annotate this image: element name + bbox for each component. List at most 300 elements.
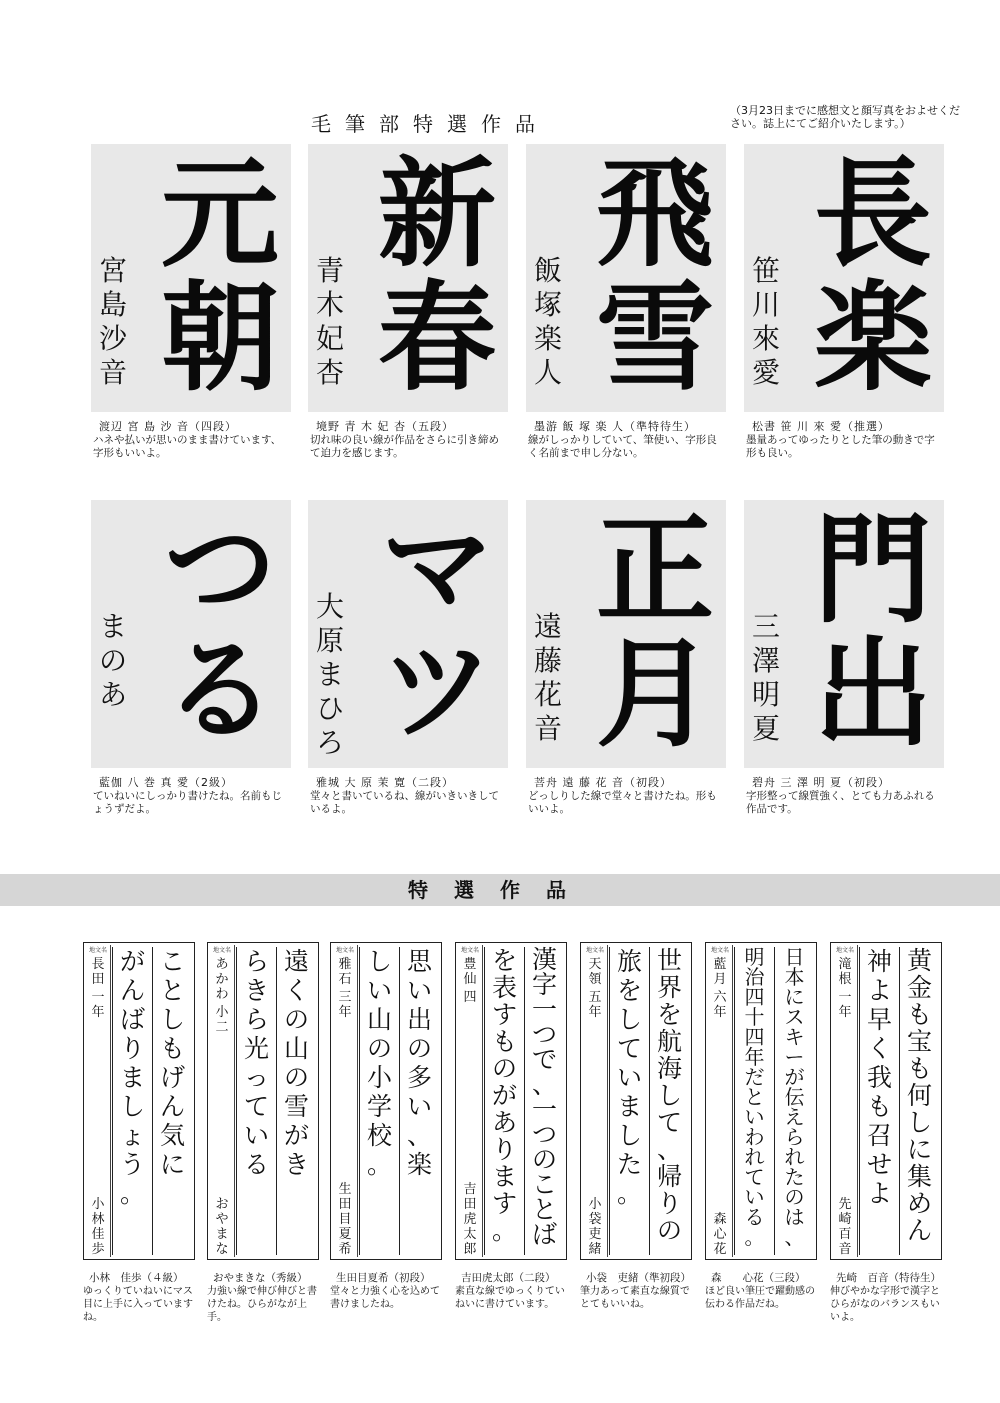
essay-character: の [784,1185,805,1209]
essay-character: し [119,1092,145,1121]
essay-character: よ [866,1179,892,1208]
work-comment: ていねいにしっかり書けたね。名前もじょうずだよ。 [93,790,282,815]
section-band [0,874,1000,906]
signature-character: あ [98,678,127,711]
essay-character: げ [159,1063,185,1092]
essay-character: す [491,1189,517,1218]
name-character: 田 [338,1197,352,1212]
essay-character: 、 [406,1121,432,1150]
signature-character: 沙 [98,322,127,355]
essay-character: は [784,1205,805,1229]
name-character: 吉 [463,1182,477,1197]
essay-character: ら [243,947,269,976]
essay-character: ょ [119,1121,145,1150]
essay-character: せ [866,1150,892,1179]
essay-character: 年 [744,1045,765,1069]
field-label: 地文名 [460,947,479,954]
name-character: 歩 [91,1242,105,1257]
essay-character: し [656,1081,682,1110]
name-character: 小 [91,1197,105,1212]
essay-character: る [744,1205,765,1229]
essay-character: 伝 [784,1085,805,1109]
essay-line [899,947,939,1255]
brush-character: 出 [813,624,932,763]
essay-character: つ [531,1120,557,1149]
signature [746,254,786,390]
calligraphy-panel [91,500,291,768]
name-character: 森 [713,1212,727,1227]
work-comment: どっしりした線で堂々と書けたね。形もいいよ。 [528,790,717,815]
pen-work-sheet [705,942,817,1311]
work-comment: 線がしっかりしていて、筆使い、字形良く名前まで申し分ない。 [528,434,717,459]
essay-character: 気 [159,1121,185,1150]
pen-work-sheet [580,942,692,1311]
essay-character: 表 [491,973,517,1002]
school-character: 石 [338,972,352,987]
pen-work-sheet [207,942,319,1324]
essay-character: キ [784,1025,805,1049]
essay-character: が [491,1081,517,1110]
school-character: 雅 [338,957,352,972]
essay-character: を [616,976,642,1005]
brush-work-card [526,144,726,460]
essay-character: 。 [616,1179,642,1208]
school-character: 藍 [713,957,727,972]
name-character: 目 [338,1212,352,1227]
work-comment: 堂々と書いているね、線がいきいきしているよ。 [310,790,499,815]
essay-character: が [784,1065,805,1089]
essay-line [609,947,649,1255]
pen-work-sheet [330,942,442,1311]
brush-character: る [164,625,276,756]
signature-character: 花 [533,678,562,711]
essay-line [236,947,276,1255]
essay-character: が [283,1121,309,1150]
signature-character: 遠 [533,610,562,643]
essay-character: い [366,976,392,1005]
essay-character: り [491,1135,517,1164]
essay-character: 何 [906,1081,932,1110]
signature [310,254,350,390]
essay-character: 、 [656,1135,682,1164]
brush-character: 長 [813,144,932,283]
signature-character: ま [315,658,344,691]
brush-work-card [308,144,508,460]
essay-character: も [159,1034,185,1063]
essay-character: 校 [366,1121,392,1150]
name-character: 心 [713,1227,727,1242]
grade [588,990,601,1020]
essay-line [359,947,399,1255]
signature-character: 飯 [533,254,562,287]
essay-character: の [656,1216,682,1245]
calligraphy-panel [526,144,726,412]
essay-character: た [616,1150,642,1179]
student-info-column [210,945,235,1257]
pen-work-comment: 力強い線で伸び伸びと書けたね。ひらがなが上手。 [207,1286,317,1323]
essay-character: だ [744,1065,765,1089]
essay-character: 金 [906,973,932,1002]
field-label: 地文名 [710,947,729,954]
essay-character: 楽 [406,1150,432,1179]
pen-work-comment: ゆっくりていねいにマス目に上手に入っていますね。 [83,1286,193,1323]
student-name [91,1197,104,1257]
grade-character: 二 [215,1020,229,1035]
work-comment: 字形整って線質強く、とても力あふれる作品です。 [746,790,935,815]
essay-character: の [406,1034,432,1063]
essay-character: を [656,1000,682,1029]
signature-character: 大 [315,590,344,623]
essay-character: し [906,1108,932,1137]
writing-paper [83,942,195,1260]
signature [310,590,350,760]
essay-character: 思 [406,947,432,976]
grade-character: 小 [215,1005,229,1020]
name-character: 吏 [588,1227,602,1242]
school-name [463,957,476,987]
essay-character: し [616,1121,642,1150]
essay-character: 航 [656,1027,682,1056]
brush-character: ツ [381,625,493,756]
school-character: わ [215,987,229,1002]
field-label: 地文名 [88,947,107,954]
essay-character: ま [616,1092,642,1121]
essay-character: に [906,1135,932,1164]
essay-character: と [159,976,185,1005]
brush-character: 月 [595,624,714,763]
pen-work-comment: 堂々と力強く心を込めて書けましたね。 [330,1286,440,1310]
essay-character: え [784,1105,805,1129]
essay-character: 旅 [616,947,642,976]
essay-character: ん [906,1216,932,1245]
essay-character: れ [784,1145,805,1169]
student-name [338,1182,351,1257]
essay-character: 山 [283,1034,309,1063]
essay-character: こ [159,947,185,976]
signature-character: 島 [98,288,127,321]
name-character: 郎 [463,1242,477,1257]
brush-work-card [526,500,726,816]
essay-character: し [366,947,392,976]
essay-character: わ [744,1125,765,1149]
essay-character: 四 [744,1025,765,1049]
name-character: 崎 [838,1212,852,1227]
grade [215,1005,228,1035]
signature-character: 杏 [315,356,344,389]
brush-character: 春 [377,268,496,407]
signature-character: 三 [751,610,780,643]
pen-work-sheet [455,942,567,1311]
signature-character: 木 [315,288,344,321]
brush-character: 朝 [160,268,279,407]
pen-work-comment: ほど良い筆圧で躍動感の伝わる作品だね。 [705,1286,815,1310]
pen-work-comment: 筆力あって素直な線質でとてもいいね。 [580,1286,690,1310]
essay-character: ん [159,1092,185,1121]
essay-character: ま [119,1063,145,1092]
signature-character: 澤 [751,644,780,677]
calligraphy-panel [744,144,944,412]
work-comment: ハネや払いが思いのまま書けています、字形もいいよ。 [93,434,282,459]
name-character: 夏 [338,1227,352,1242]
essay-character: た [784,1165,805,1189]
essay-character: て [243,1092,269,1121]
school-character: 領 [588,972,602,987]
calligraphy-panel [308,500,508,768]
grade [713,990,726,1020]
writing-paper [705,942,817,1260]
brush-character: マ [381,503,493,634]
school-name [338,957,351,987]
essay-character: 黄 [906,946,932,975]
essay-character: き [243,976,269,1005]
school-name [588,957,601,987]
school-character: 田 [91,972,105,987]
name-character: 佳 [91,1227,105,1242]
pen-work-caption: 森 心花（三段） [711,1272,806,1284]
essay-character: い [243,1121,269,1150]
essay-character: 一 [531,995,557,1024]
field-label: 地文名 [212,947,231,954]
grade [91,990,104,1020]
brush-character: 雪 [595,268,714,407]
student-name [463,1182,476,1257]
signature-character: 愛 [751,356,780,389]
essay-character: も [866,1092,892,1121]
student-info-column [333,945,358,1257]
essay-character: 宝 [906,1027,932,1056]
student-name [588,1197,601,1257]
essay-line [649,947,689,1255]
brush-work-card [91,500,291,816]
essay-character: 。 [119,1179,145,1208]
school-character: 豊 [463,957,477,972]
signature [528,610,568,746]
essay-character: ま [491,1162,517,1191]
essay-character: 我 [866,1063,892,1092]
essay-character: つ [531,1020,557,1049]
essay-character: っ [243,1063,269,1092]
essay-line [399,947,439,1255]
signature-character: 夏 [751,712,780,745]
essay-character: 日 [784,945,805,969]
main-characters [151,503,289,756]
essay-character: 十 [744,1005,765,1029]
essay-character: の [491,1054,517,1083]
essay-character: 多 [406,1063,432,1092]
essay-character: 召 [866,1121,892,1150]
essay-character: 治 [744,965,765,989]
essay-character: 、 [784,1225,805,1249]
essay-character: 界 [656,973,682,1002]
school-character: あ [215,957,229,972]
writing-paper [455,942,567,1260]
name-character: 百 [838,1227,852,1242]
writing-paper [207,942,319,1260]
grade [338,990,351,1020]
brush-character: 門 [813,500,932,639]
school-name [838,957,851,987]
signature-character: 青 [315,254,344,287]
essay-character: と [744,1085,765,1109]
main-characters [368,144,506,407]
work-caption: 藍伽 八 巻 真 愛（2級） [99,776,233,789]
signature-character: 塚 [533,288,562,321]
brush-character: 楽 [813,268,932,407]
essay-character: 出 [406,1005,432,1034]
essay-character: 山 [366,1005,392,1034]
essay-character: ら [784,1125,805,1149]
pen-work-comment: 素直な線でゆっくりていねいに書けています。 [455,1286,565,1310]
writing-paper [580,942,692,1260]
essay-character: 小 [366,1063,392,1092]
page-title: 毛筆部特選作品 [311,112,549,136]
brush-work-card [744,144,944,460]
grade [463,990,476,1005]
work-caption: 雅城 大 原 茉 寛（二段） [316,776,454,789]
student-info-column [458,945,483,1257]
name-character: 緒 [588,1242,602,1257]
essay-character: も [906,1000,932,1029]
student-info-column [833,945,858,1257]
essay-line [152,947,192,1255]
name-character: 音 [838,1242,852,1257]
essay-character: れ [744,1145,765,1169]
grade-character: 年 [713,1005,727,1020]
pen-work-caption: 小袋 吏緒（準初段） [586,1272,691,1284]
pen-work-sheet [830,942,942,1324]
essay-character: の [283,1005,309,1034]
essay-character: め [906,1189,932,1218]
work-comment: 墨量あってゆったりとした筆の動きで字形も良い。 [746,434,935,459]
main-characters [804,500,942,763]
signature-character: の [98,644,127,677]
name-character: な [215,1242,229,1257]
grade-character: 年 [338,1005,352,1020]
essay-character: 一 [531,1095,557,1124]
signature-character: 川 [751,288,780,321]
essay-character: に [159,1150,185,1179]
essay-character: 四 [744,985,765,1009]
pen-work-caption: 小林 佳歩（４級） [89,1272,184,1284]
field-label: 地文名 [335,947,354,954]
name-character: 袋 [588,1212,602,1227]
essay-character: 遠 [283,947,309,976]
essay-character: よ [866,976,892,1005]
essay-character: 神 [866,947,892,976]
essay-character: く [866,1034,892,1063]
essay-character: し [159,1005,185,1034]
school-character: か [215,972,229,987]
school-character: 天 [588,957,602,972]
school-character: 仙 [463,972,477,987]
field-label: 地文名 [835,947,854,954]
name-character: 林 [91,1212,105,1227]
name-character: 先 [838,1197,852,1212]
signature [93,610,133,712]
main-characters [586,144,724,407]
school-name [215,957,228,1002]
work-comment: 切れ味の良い線が作品をさらに引き締めて迫力を感じます。 [310,434,499,459]
essay-character: 。 [744,1225,765,1249]
essay-line [774,947,814,1255]
name-character: 太 [463,1227,477,1242]
signature-character: 音 [533,712,562,745]
grade-character: 六 [713,990,727,1005]
calligraphy-panel [91,144,291,412]
name-character: 生 [338,1182,352,1197]
work-caption: 境野 青 木 妃 杏（五段） [316,420,454,433]
signature-character: 音 [98,356,127,389]
essay-character: い [616,1063,642,1092]
essay-character: 漢 [531,945,557,974]
essay-character: 。 [491,1216,517,1245]
signature [528,254,568,390]
essay-line [734,947,774,1255]
essay-character: い [406,976,432,1005]
student-info-column [86,945,111,1257]
signature-character: 原 [315,624,344,657]
main-characters [586,500,724,763]
pen-work-caption: 吉田虎太郎（二段） [461,1272,556,1284]
student-name [215,1197,228,1257]
signature-character: ま [98,610,127,643]
essay-character: こ [531,1170,557,1199]
essay-character: ば [119,1005,145,1034]
work-caption: 菩舟 遠 藤 花 音（初段） [534,776,672,789]
main-characters [151,144,289,407]
essay-character: て [616,1034,642,1063]
name-character: 希 [338,1242,352,1257]
work-caption: 碧舟 三 澤 明 夏（初段） [752,776,890,789]
essay-character: と [531,1195,557,1224]
brush-character: 新 [377,144,496,283]
essay-character: い [744,1185,765,1209]
signature-character: 明 [751,678,780,711]
essay-character: い [744,1105,765,1129]
signature-character: 笹 [751,254,780,287]
essay-character: 集 [906,1162,932,1191]
brush-character: 飛 [595,144,714,283]
signature-character: 妃 [315,322,344,355]
essay-character: の [283,1063,309,1092]
essay-character: り [119,1034,145,1063]
essay-character: ー [784,1045,805,1069]
main-characters [804,144,942,407]
essay-character: の [366,1034,392,1063]
essay-character: て [744,1165,765,1189]
grade-character: 三 [338,990,352,1005]
school-character: 長 [91,957,105,972]
essay-character: る [243,1150,269,1179]
section-title: 特選作品 [408,878,592,902]
student-name [838,1197,851,1257]
essay-character: い [406,1092,432,1121]
essay-character: り [656,1189,682,1218]
essay-character: の [531,1145,557,1174]
student-info-column [583,945,608,1257]
grade-character: 五 [588,990,602,1005]
work-caption: 松書 笹 川 來 愛（推選） [752,420,890,433]
brush-character: 元 [160,144,279,283]
essay-character: て [656,1108,682,1137]
essay-character: 明 [744,945,765,969]
pen-work-comment: 伸びやかな字形で漢字とひらがなのバランスもいいよ。 [830,1286,940,1323]
essay-character: ら [243,1005,269,1034]
work-caption: 渡辺 宮 島 沙 音（四段） [99,420,237,433]
brush-character: 正 [595,500,714,639]
essay-line [859,947,899,1255]
signature-character: 楽 [533,322,562,355]
